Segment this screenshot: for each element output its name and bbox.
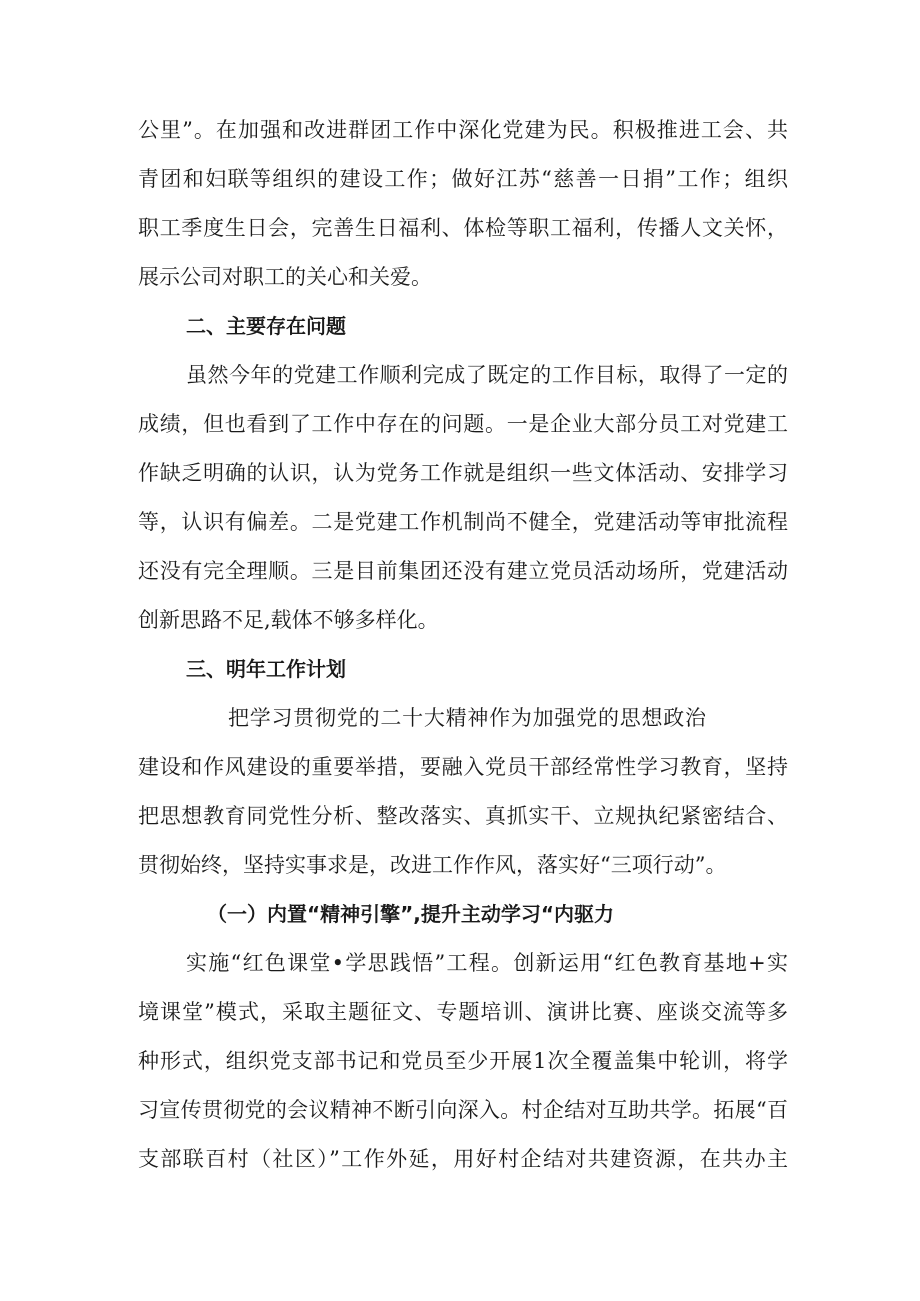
subsection-heading: （一）内置“精神引擎”,提升主动学习“内驱力: [207, 902, 615, 926]
paragraph-line: 等，认识有偏差。二是党建工作机制尚不健全，党建活动等审批流程: [138, 510, 788, 534]
paragraph-line: 把思想教育同党性分析、整改落实、真抓实干、立规执纪紧密结合、: [138, 804, 788, 828]
paragraph-line: 公里”。在加强和改进群团工作中深化党建为民。积极推进工会、共: [138, 118, 788, 142]
paragraph-line: 把学习贯彻党的二十大精神作为加强党的思想政治: [228, 706, 706, 730]
paragraph-line: 习宣传贯彻党的会议精神不断引向深入。村企结对互助共学。拓展“百: [138, 1098, 788, 1122]
paragraph-line: 成绩，但也看到了工作中存在的问题。一是企业大部分员工对党建工: [138, 412, 788, 436]
paragraph-line: 支部联百村（社区）”工作外延，用好村企结对共建资源，在共办主: [138, 1147, 788, 1171]
section-heading: 三、明年工作计划: [186, 657, 346, 681]
paragraph-line: 种形式，组织党支部书记和党员至少开展1次全覆盖集中轮训，将学: [138, 1049, 788, 1073]
paragraph-line: 实施“红色课堂•学思践悟”工程。创新运用“红色教育基地+实: [186, 951, 788, 975]
paragraph-line: 建设和作风建设的重要举措，要融入党员干部经常性学习教育，坚持: [138, 755, 788, 779]
paragraph-line: 还没有完全理顺。三是目前集团还没有建立党员活动场所，党建活动: [138, 559, 788, 583]
paragraph-line: 贯彻始终，坚持实事求是，改进工作作风，落实好“三项行动”。: [138, 853, 727, 877]
section-heading: 二、主要存在问题: [186, 314, 346, 338]
paragraph-line: 职工季度生日会，完善生日福利、体检等职工福利，传播人文关怀，: [138, 216, 788, 240]
paragraph-line: 创新思路不足,载体不够多样化。: [138, 608, 439, 632]
paragraph-line: 展示公司对职工的关心和关爱。: [138, 265, 432, 289]
paragraph-line: 青团和妇联等组织的建设工作；做好江苏“慈善一日捐”工作；组织: [138, 167, 788, 191]
paragraph-line: 作缺乏明确的认识，认为党务工作就是组织一些文体活动、安排学习: [138, 461, 788, 485]
paragraph-line: 虽然今年的党建工作顺利完成了既定的工作目标，取得了一定的: [186, 363, 788, 387]
paragraph-line: 境课堂”模式，采取主题征文、专题培训、演讲比赛、座谈交流等多: [138, 1000, 788, 1024]
